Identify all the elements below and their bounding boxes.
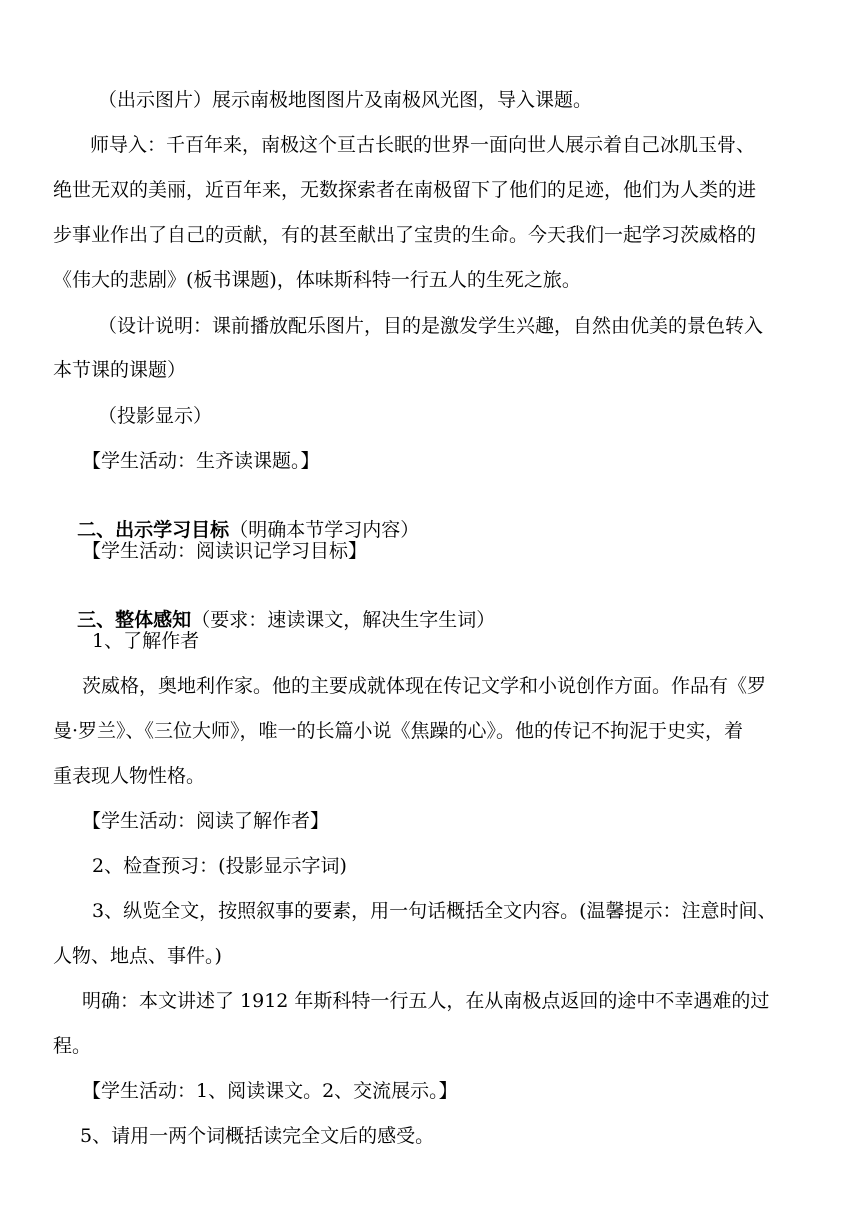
paragraph-line: 《伟大的悲剧》(板书课题)，体味斯科特一行五人的生死之旅。: [53, 269, 581, 291]
paragraph-line: 绝世无双的美丽，近百年来，无数探索者在南极留下了他们的足迹，他们为人类的进: [53, 179, 757, 201]
student-activity-line: 【学生活动：生齐读课题。】: [82, 450, 320, 472]
paragraph-line: 重表现人物性格。: [53, 765, 206, 787]
section-heading-title: 三、整体感知: [77, 609, 192, 631]
section-heading-note: （明确本节学习内容）: [229, 519, 420, 541]
paragraph-line: 程。: [53, 1035, 92, 1057]
paragraph-line: 明确：本文讲述了 1912 年斯科特一行五人，在从南极点返回的途中不幸遇难的过: [82, 990, 770, 1012]
paragraph-line: 曼·罗兰》、《三位大师》，唯一的长篇小说《焦躁的心》。他的传记不拘泥于史实，着: [53, 720, 744, 742]
student-activity-line: 【学生活动：阅读识记学习目标】: [82, 540, 368, 562]
paragraph-line: 3、纵览全文，按照叙事的要素，用一句话概括全文内容。(温馨提示：注意时间、: [92, 900, 777, 922]
student-activity-line: 【学生活动：1、阅读课文。2、交流展示。】: [82, 1080, 458, 1102]
student-activity-line: 【学生活动：阅读了解作者】: [82, 810, 330, 832]
paragraph-line: 师导入：千百年来，南极这个亘古长眠的世界一面向世人展示着自己冰肌玉骨、: [90, 134, 756, 156]
paragraph-line: 5、请用一两个词概括读完全文后的感受。: [80, 1125, 435, 1147]
paragraph-line: 步事业作出了自己的贡献，有的甚至献出了宝贵的生命。今天我们一起学习茨威格的: [53, 224, 757, 246]
subsection-title: 1、了解作者: [92, 630, 200, 652]
paragraph-line: （投影显示）: [98, 405, 213, 427]
section-heading-title: 二、出示学习目标: [77, 519, 230, 541]
section-heading-note: （要求：速读课文，解决生字生词）: [191, 609, 496, 631]
design-note-line: 本节课的课题）: [53, 359, 187, 381]
paragraph-line: （出示图片）展示南极地图图片及南极风光图，导入课题。: [98, 89, 593, 111]
subsection-title: 2、检查预习：(投影显示字词): [92, 855, 347, 877]
paragraph-line: 人物、地点、事件。): [53, 945, 222, 967]
design-note-line: （设计说明：课前播放配乐图片，目的是激发学生兴趣，自然由优美的景色转入: [98, 315, 764, 337]
paragraph-line: 茨威格，奥地利作家。他的主要成就体现在传记文学和小说创作方面。作品有《罗: [82, 675, 767, 697]
